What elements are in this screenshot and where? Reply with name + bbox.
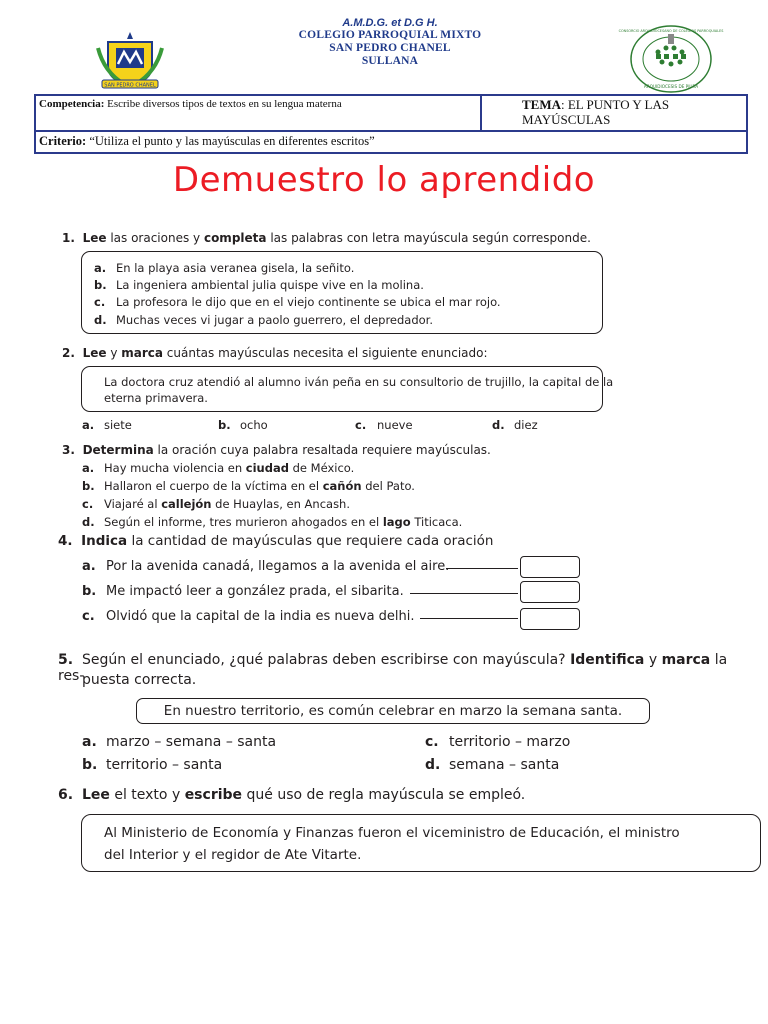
q5-text1: Según el enunciado, ¿qué palabras deben escribirse con mayúscula?: [81, 652, 571, 668]
q6-bold1: Lee: [81, 787, 110, 803]
criterio-cell: [36, 132, 746, 154]
q2-option-b-letter: b.: [218, 418, 231, 432]
q2-option-d-text: diez: [514, 418, 538, 432]
q2-option-b-text: ocho: [240, 418, 268, 432]
q3-item-c-pre: Viajaré al: [104, 497, 162, 511]
q5-bold2: marca: [661, 652, 711, 668]
page-title: Demuestro lo aprendido: [172, 160, 596, 200]
q5-text2: y: [644, 652, 662, 668]
q2-option-a-text: siete: [104, 418, 132, 432]
q3-instruction: [62, 443, 491, 457]
q1-item-d: [94, 313, 433, 327]
tema-value: : EL PUNTO Y LAS MAYÚSCULAS: [522, 97, 670, 127]
q4-text1: la cantidad de mayúsculas que requiere cada oración: [127, 533, 494, 549]
q3-text1: la oración cuya palabra resaltada requiere mayúsculas.: [153, 443, 491, 457]
q1-item-b-letter: b.: [94, 278, 107, 292]
q5-option-b: [82, 757, 222, 773]
q1-item-a: [94, 261, 354, 275]
q3-item-d-bold: lago: [382, 515, 411, 529]
q3-item-b-pre: Hallaron el cuerpo de la víctima en el: [104, 479, 323, 493]
q5-option-b-text: territorio – santa: [106, 757, 223, 773]
amdg-motto: A.M.D.G. et D.G H.: [342, 17, 438, 29]
q4-answer-box-c[interactable]: [520, 608, 580, 630]
svg-text:ARQUIDIOCESIS DE PIURA: ARQUIDIOCESIS DE PIURA: [643, 84, 699, 89]
q1-item-d-text: Muchas veces vi jugar a paolo guerrero, el depredador.: [116, 313, 434, 327]
q1-item-a-text: En la playa asia veranea gisela, la señito.: [116, 261, 355, 275]
q4-item-c: [82, 609, 415, 624]
q6-instruction: [58, 787, 525, 803]
q2-option-a-letter: a.: [82, 418, 95, 432]
q4-connector-b: [410, 593, 518, 594]
svg-text:CONSORCIO ARQUIDIOCESANO DE CO: CONSORCIO ARQUIDIOCESANO DE COLEGIOS PARROQUIALES: [618, 29, 724, 33]
q3-bold1: Determina: [82, 443, 154, 457]
q3-item-a-pre: Hay mucha violencia en: [104, 461, 246, 475]
competencia-value: Escribe diversos tipos de textos en su lengua materna: [104, 98, 342, 110]
q6-text2: qué uso de regla mayúscula se empleó.: [242, 787, 526, 803]
q1-number: 1.: [62, 231, 75, 245]
school-crest-logo: [94, 28, 166, 90]
q3-item-b-bold: cañón: [322, 479, 362, 493]
q4-item-b-letter: b.: [82, 584, 97, 599]
q5-sentence: En nuestro territorio, es común celebrar en marzo la semana santa.: [163, 703, 623, 719]
q2-text2: cuántas mayúsculas necesita el siguiente enunciado:: [162, 346, 488, 360]
criterio-value: “Utiliza el punto y las mayúsculas en diferentes escritos”: [86, 134, 375, 148]
q6-text-line1: Al Ministerio de Economía y Finanzas fueron el viceministro de Educación, el ministro: [104, 825, 680, 841]
q6-text-box: [81, 814, 761, 872]
q2-option-a: [82, 418, 132, 432]
q5-option-c-letter: c.: [425, 734, 439, 750]
svg-text:SAN PEDRO CHANEL: SAN PEDRO CHANEL: [104, 82, 156, 89]
q4-connector-c: [420, 618, 518, 619]
q4-item-a: [82, 559, 449, 574]
q1-item-c: [94, 295, 501, 309]
q5-text3: la res-: [58, 652, 728, 684]
q5-option-a: [82, 734, 276, 750]
q5-option-d-text: semana – santa: [449, 757, 560, 773]
q5-option-b-letter: b.: [82, 757, 98, 773]
competencia-label: Competencia:: [39, 98, 105, 110]
q2-instruction: [62, 346, 488, 360]
q5-bold1: Identifica: [570, 652, 645, 668]
q1-text1: las oraciones y: [106, 231, 204, 245]
q5-option-d: [425, 757, 559, 773]
q1-item-a-letter: a.: [94, 261, 107, 275]
q4-item-b-text: Me impactó leer a gonzález prada, el sibarita.: [106, 584, 404, 599]
q5-option-d-letter: d.: [425, 757, 441, 773]
q1-item-d-letter: d.: [94, 313, 107, 327]
q2-sentence-line2: eterna primavera.: [104, 391, 208, 405]
q2-text1: y: [106, 346, 122, 360]
q3-item-b: [82, 479, 415, 493]
criterio-label: Criterio:: [39, 134, 87, 148]
q3-item-c: [82, 497, 350, 511]
q3-item-b-post: del Pato.: [361, 479, 415, 493]
q1-item-b: [94, 278, 424, 292]
q4-answer-box-a[interactable]: [520, 556, 580, 578]
q4-item-c-text: Olvidó que la capital de la india es nueva delhi.: [106, 609, 415, 624]
q3-item-a-post: de México.: [288, 461, 355, 475]
q1-item-c-text: La profesora le dijo que en el viejo continente se ubica el mar rojo.: [116, 295, 501, 309]
q2-option-b: [218, 418, 268, 432]
q3-item-a-letter: a.: [82, 461, 95, 475]
q4-answer-box-b[interactable]: [520, 581, 580, 603]
q2-option-d: [492, 418, 538, 432]
q2-sentence-box: [81, 366, 603, 412]
school-subname: SAN PEDRO CHANEL: [329, 42, 451, 54]
q4-bold1: Indica: [81, 533, 128, 549]
q2-bold2: marca: [121, 346, 163, 360]
q3-item-c-letter: c.: [82, 497, 94, 511]
q6-text1: el texto y: [109, 787, 185, 803]
competencia-cell: [36, 96, 482, 130]
q4-item-a-letter: a.: [82, 559, 96, 574]
q2-bold1: Lee: [82, 346, 107, 360]
q2-option-d-letter: d.: [492, 418, 505, 432]
competence-table: [34, 94, 748, 154]
q5-option-c-text: territorio – marzo: [449, 734, 571, 750]
q1-text2: las palabras con letra mayúscula según corresponde.: [266, 231, 591, 245]
q1-item-c-letter: c.: [94, 295, 106, 309]
q2-option-c: [355, 418, 413, 432]
q3-item-a-bold: ciudad: [245, 461, 289, 475]
q3-item-d-pre: Según el informe, tres murieron ahogados en el: [104, 515, 383, 529]
tema-label: TEMA: [522, 97, 561, 112]
q5-number: 5.: [58, 652, 74, 668]
q5-option-c: [425, 734, 570, 750]
q4-connector-a: [446, 568, 518, 569]
q1-item-b-text: La ingeniera ambiental julia quispe vive en la molina.: [116, 278, 424, 292]
q6-number: 6.: [58, 787, 74, 803]
q3-item-d-post: Titicaca.: [410, 515, 463, 529]
q1-bold2: completa: [203, 231, 267, 245]
diocesan-seal-logo: [618, 24, 724, 94]
q3-item-c-bold: callejón: [161, 497, 212, 511]
q1-instruction: [62, 231, 591, 245]
q5-option-a-letter: a.: [82, 734, 97, 750]
q5-option-a-text: marzo – semana – santa: [106, 734, 277, 750]
q2-sentence-line1: La doctora cruz atendió al alumno iván peña en su consultorio de trujillo, la capital de la: [104, 375, 614, 389]
q1-bold1: Lee: [82, 231, 107, 245]
q6-text-line2: del Interior y el regidor de Ate Vitarte.: [104, 847, 362, 863]
school-city: SULLANA: [361, 55, 419, 67]
q2-number: 2.: [62, 346, 75, 360]
q4-item-c-letter: c.: [82, 609, 95, 624]
school-name: COLEGIO PARROQUIAL MIXTO: [298, 29, 482, 41]
q5-instruction-line2: puesta correcta.: [82, 672, 197, 688]
q4-number: 4.: [58, 533, 73, 549]
q4-instruction: [58, 533, 494, 549]
q3-item-a: [82, 461, 354, 475]
q6-bold2: escribe: [184, 787, 243, 803]
q3-item-c-post: de Huaylas, en Ancash.: [211, 497, 350, 511]
q4-item-a-text: Por la avenida canadá, llegamos a la avenida el aire.: [106, 559, 450, 574]
q3-item-b-letter: b.: [82, 479, 95, 493]
q4-item-b: [82, 584, 404, 599]
q2-option-c-letter: c.: [355, 418, 367, 432]
q3-item-d-letter: d.: [82, 515, 95, 529]
q3-number: 3.: [62, 443, 75, 457]
q2-option-c-text: nueve: [377, 418, 413, 432]
tema-cell: [482, 96, 746, 131]
q3-item-d: [82, 515, 462, 529]
